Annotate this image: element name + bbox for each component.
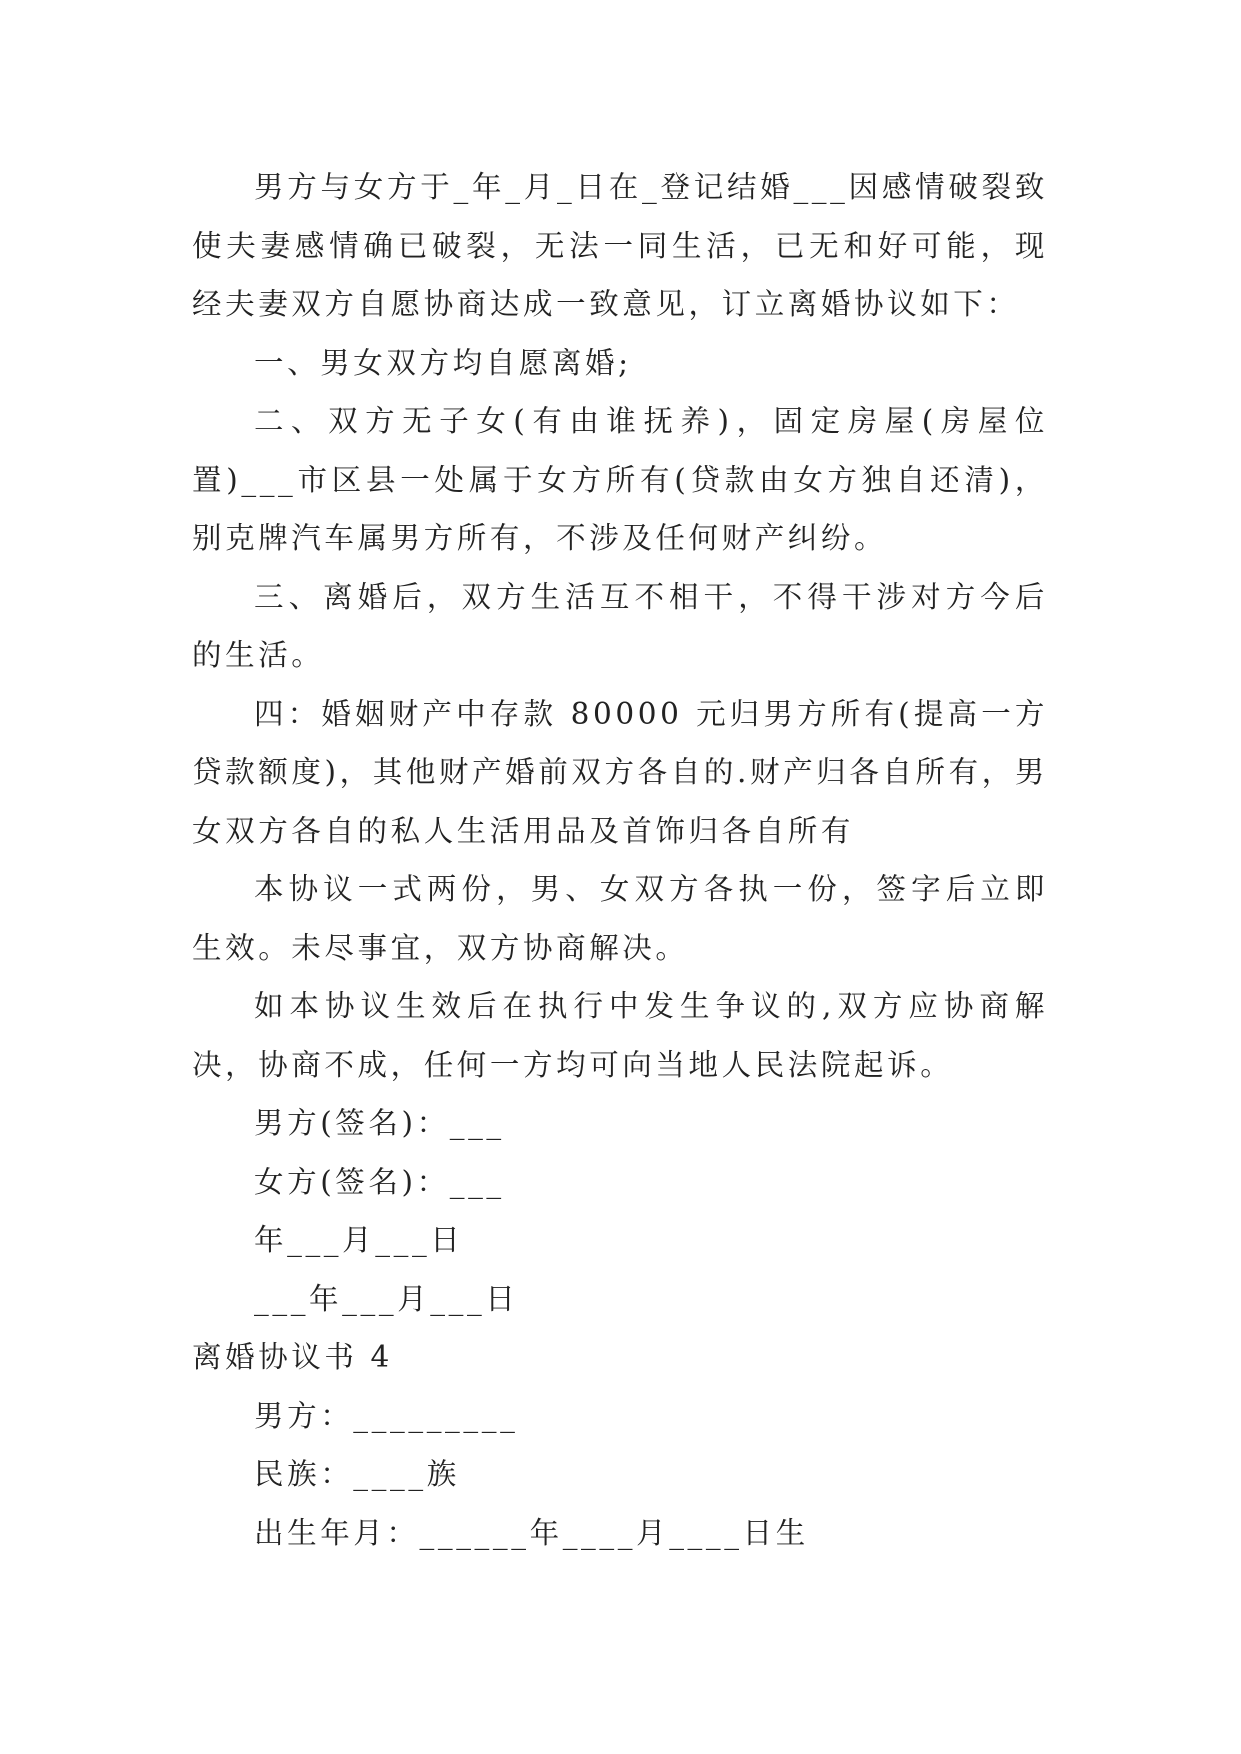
section-title: 离婚协议书 4 — [192, 1340, 393, 1374]
paragraph-clause-1: 一、男女双方均自愿离婚; — [254, 345, 632, 380]
field-male: 男方：_________ — [254, 1398, 519, 1433]
signature-date-1: 年___月___日 — [254, 1223, 464, 1257]
field-ethnicity: 民族：____族 — [254, 1457, 460, 1491]
paragraph-copies: 本协议一式两份，男、女双方各执一份，签字后立即生效。未尽事宜，双方协商解决。 — [192, 872, 1048, 965]
paragraph-clause-3: 三、离婚后，双方生活互不相干，不得干涉对方今后的生活。 — [192, 579, 1048, 672]
paragraph-intro: 男方与女方于_年_月_日在_登记结婚___因感情破裂致使夫妻感情确已破裂，无法一同生活，已无和好可能，现经夫妻双方自愿协商达成一致意见，订立离婚协议如下： — [192, 170, 1048, 321]
document-body — [192, 158, 1048, 1562]
paragraph-dispute: 如本协议生效后在执行中发生争议的,双方应协商解决，协商不成，任何一方均可向当地人民法院起诉。 — [192, 989, 1048, 1082]
field-birth: 出生年月：______年____月____日生 — [254, 1515, 809, 1550]
signature-female: 女方(签名)：___ — [254, 1164, 505, 1199]
signature-date-2: ___年___月___日 — [254, 1281, 519, 1316]
signature-male: 男方(签名)：___ — [254, 1106, 505, 1140]
paragraph-clause-4: 四：婚姻财产中存款 80000 元归男方所有(提高一方贷款额度)，其他财产婚前双方各自的.财产归各自所有，男女双方各自的私人生活用品及首饰归各自所有 — [192, 696, 1048, 848]
paragraph-clause-2: 二、双方无子女(有由谁抚养)，固定房屋(房屋位置)___市区县一处属于女方所有(贷款由女方独自还清)，别克牌汽车属男方所有，不涉及任何财产纠纷。 — [192, 404, 1048, 555]
